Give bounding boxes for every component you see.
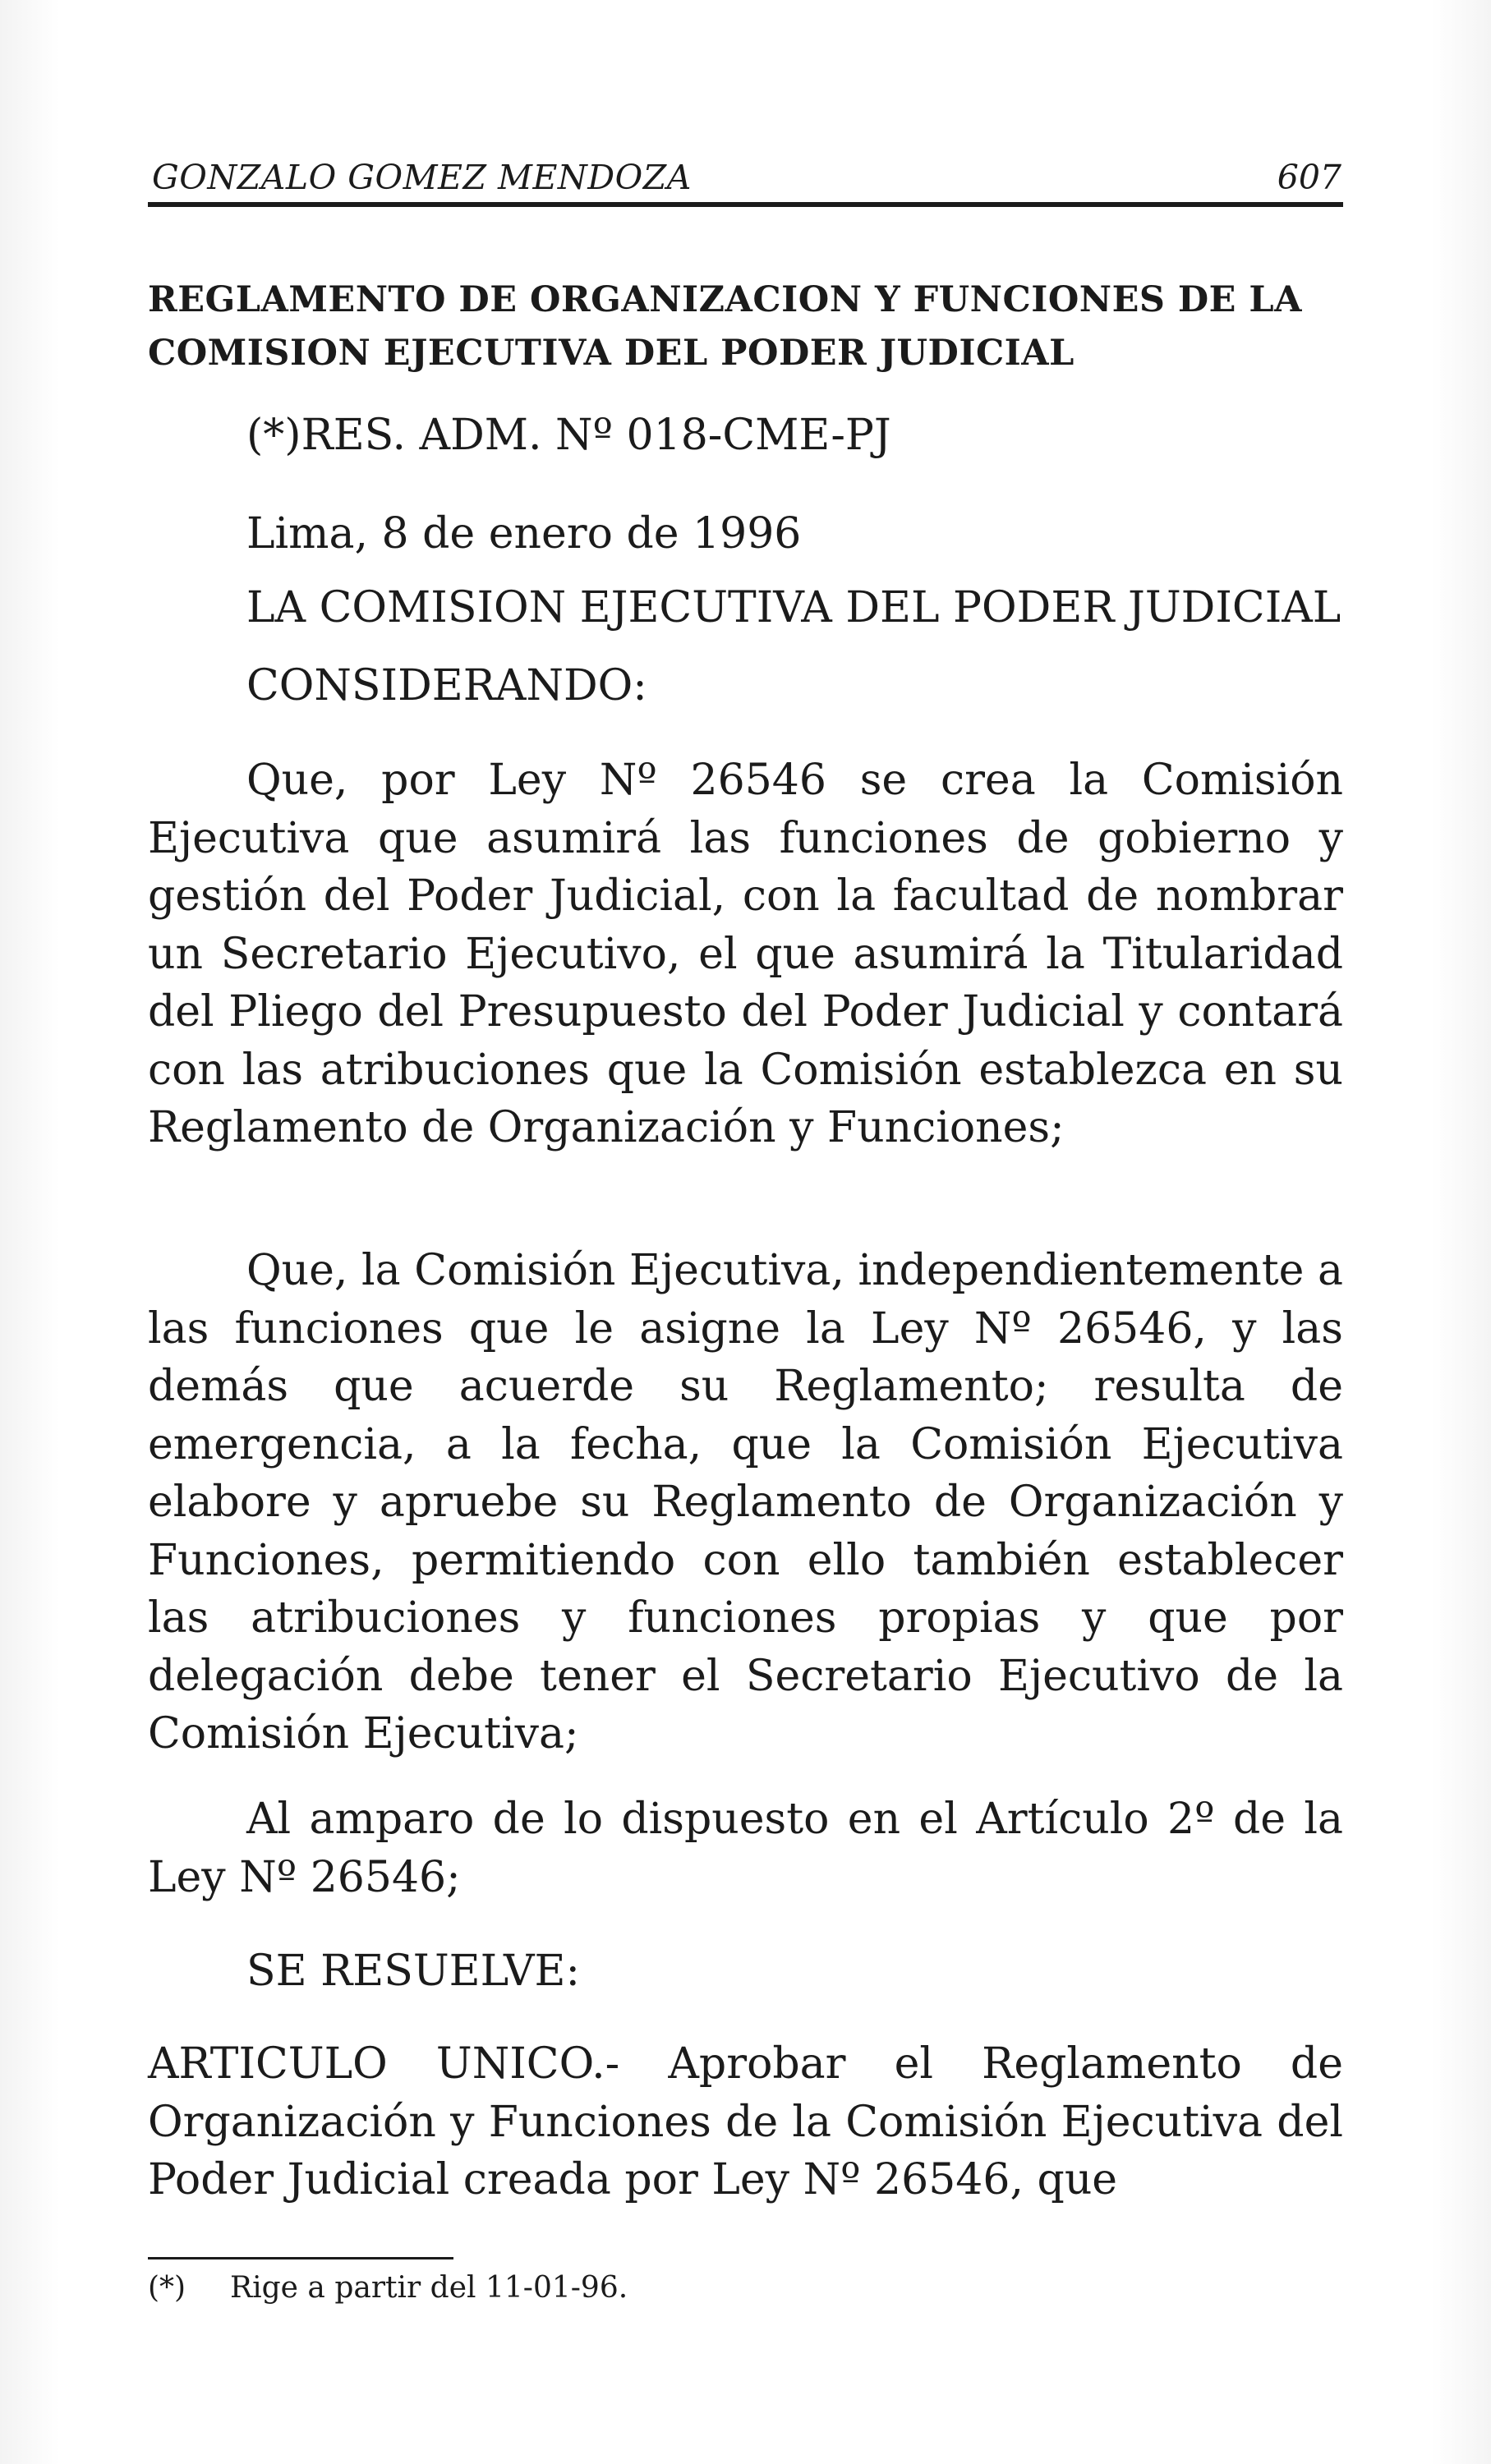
footnote-rule (148, 2257, 453, 2259)
place-date: Lima, 8 de enero de 1996 (246, 509, 802, 559)
header-author: GONZALO GOMEZ MENDOZA (152, 158, 692, 197)
footnote-mark: (*) (148, 2271, 186, 2305)
paragraph-2: Que, la Comisión Ejecutiva, independientemente a las funciones que le asigne la Ley Nº 26546, y las demás que acuerde su Reglamento; resulta de emergencia, a la fecha, que la Comisión Ejecutiva elabore y apruebe su Reglamento de Organización y Funciones, permitiendo con ello también establecer las atribuciones y funciones propias y que por delegación debe tener el Secretario Ejecutivo de la Comisión Ejecutiva; (148, 1246, 1343, 1758)
paragraph-1: Que, por Ley Nº 26546 se crea la Comisión Ejecutiva que asumirá las funciones de gobierno y gestión del Poder Judicial, con la facultad de nombrar un Secretario Ejecutivo, el que asumirá la Titularidad del Pliego del Presupuesto del Poder Judicial y contará con las atribuciones que la Comisión establezca en su Reglamento de Organización y Funciones; (148, 756, 1343, 1152)
page-number: 607 (1277, 158, 1341, 197)
paragraph-3: Al amparo de lo dispuesto en el Artículo 2º de la Ley Nº 26546; (148, 1795, 1343, 1902)
header-rule (148, 202, 1343, 207)
article-unico: ARTICULO UNICO.- Aprobar el Reglamento de Organización y Funciones de la Comisión Ejecutiva del Poder Judicial creada por Ley Nº 26546, que (148, 2039, 1343, 2204)
resolution-number: (*)RES. ADM. Nº 018-CME-PJ (246, 411, 891, 460)
footnote (148, 2271, 628, 2305)
issuing-body: LA COMISION EJECUTIVA DEL PODER JUDICIAL (246, 583, 1341, 632)
resolves-heading: SE RESUELVE: (246, 1947, 581, 1996)
considering-heading: CONSIDERANDO: (246, 661, 647, 710)
footnote-text: Rige a partir del 11-01-96. (230, 2271, 628, 2305)
document-title: REGLAMENTO DE ORGANIZACION Y FUNCIONES DE LA COMISION EJECUTIVA DEL PODER JUDICIAL (148, 279, 1303, 374)
